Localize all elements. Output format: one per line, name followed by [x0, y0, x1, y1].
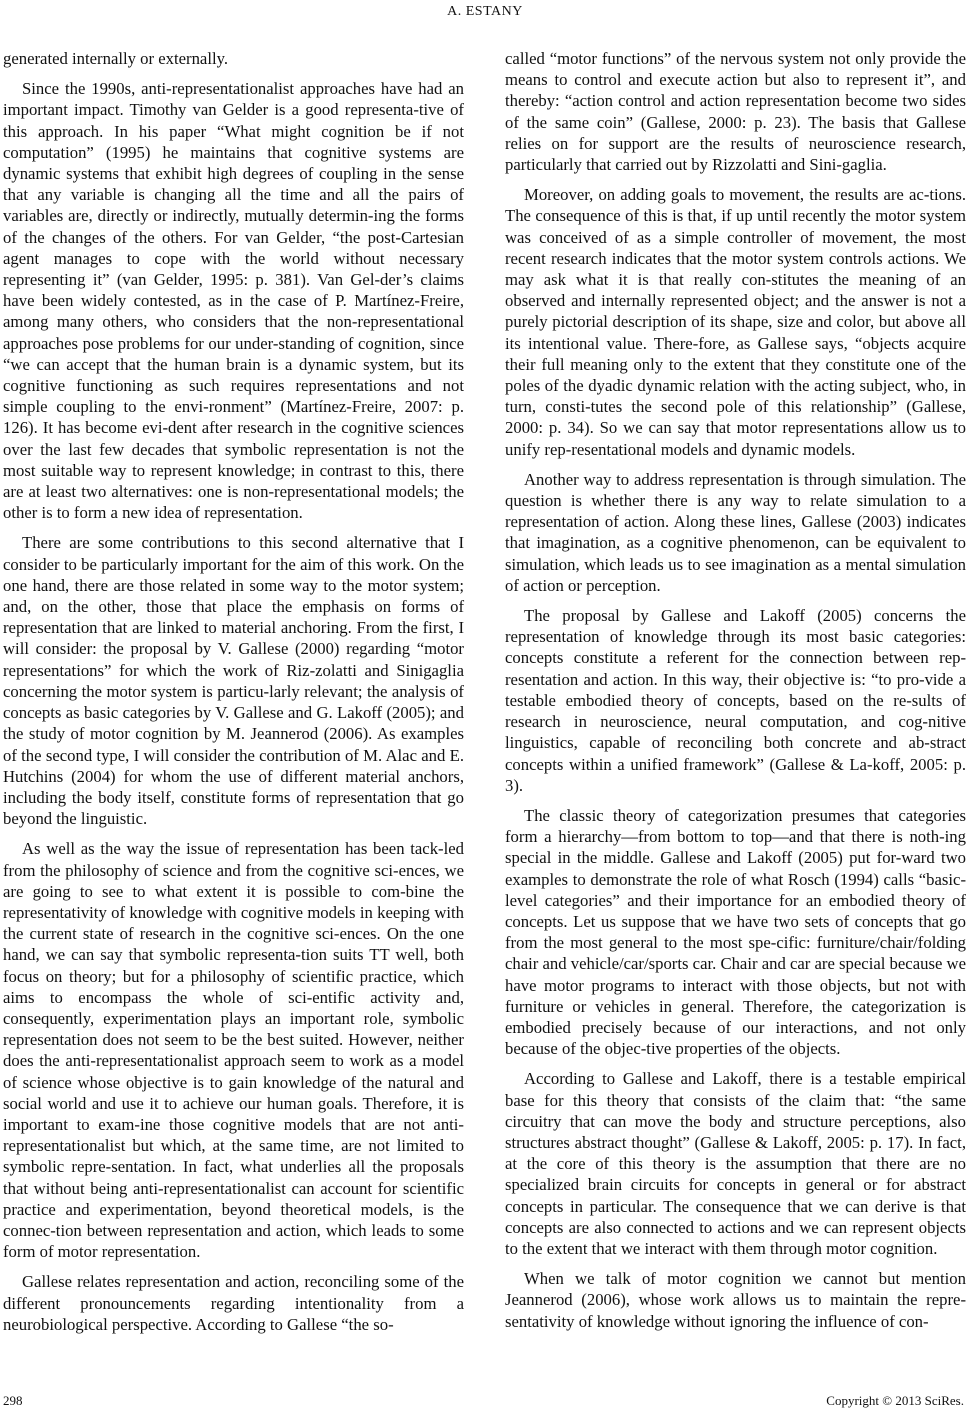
paragraph: As well as the way the issue of representation has been tack-led from the philosophy of science and from the cognitive sci-ences, we are going to see to what extent it is possible to com-bine the representativity of knowledge with cognitive models in keeping with the current state of research in the cognitive sci-ences. On the one hand, we can say that symbolic representa-tion suits TT well, both focus on theory; but for a philosophy of scientific practice, which aims to encompass the whole of sci-entific activity and, consequently, experimentation plays an important role, symbolic representation does not seem to be the best suited. However, neither does the anti-representationalist approach seem to work as a model of science whose objective is to gain knowledge of the natural and social world and use it to achieve our human goals. Therefore, it is important to exam-ine those cognitive models that are not anti-representationalist but which, at the same time, are not limited to symbolic repre-sentation. In fact, what underlies all the proposals that without being anti-representationalist can account for scientific practice and experimentation, beyond theoretical models, is the connec-tion between representation and action, which leads to some form of motor representation. — [3, 839, 464, 1262]
paragraph: Gallese relates representation and action, reconciling some of the different pronouncements regarding intentionality from a neurobiological perspective. According to Gallese “the so- — [3, 1272, 464, 1334]
left-column — [3, 48, 464, 1344]
page-number: 298 — [3, 1393, 23, 1408]
paragraph: There are some contributions to this second alternative that I consider to be particularly important for the aim of this work. On the one hand, there are those related in some way to the motor system; and, on the other, those that place the emphasis on forms of representation that are linked to material anchoring. From the first, I will consider: the proposal by V. Gallese (2000) regarding “motor representations” for which the work of Riz-zolatti and Sinigaglia concerning the motor system is particu-larly relevant; the analysis of concepts as basic categories by V. Gallese and G. Lakoff (2005); and the study of motor cognition by M. Jeannerod (2006). As examples of the second type, I will consider the contribution of M. Alac and E. Hutchins (2004) for whom the use of different material anchors, including the body itself, constitute forms of representation that go beyond the linguistic. — [3, 533, 464, 829]
paragraph: The classic theory of categorization presumes that categories form a hierarchy—from bottom to top—and that there is noth-ing special in the middle. Gallese and Lakoff (2005) put for-ward two examples to demonstrate the role of what Rosch (1994) calls “basic-level categories” and their importance for an embodied theory of concepts. Let us suppose that we have two sets of concepts that go from the most general to the most spe-cific: furniture/chair/folding chair and vehicle/car/sports car. Chair and car are special because we have motor programs to interact with those objects, but not with furniture or vehicles in general. Therefore, the categorization is embodied precisely because of our interactions, and not only because of the objec-tive properties of the objects. — [505, 805, 966, 1059]
paragraph: Moreover, on adding goals to movement, the results are ac-tions. The consequence of this is that, if up until recently the motor system was conceived of as a simple controller of movement, the most recent research indicates that the motor system controls actions. We may ask what it is that really con-stitutes the meaning of an observed and internally represented object; and the answer is not a purely pictorial description of its shape, size and color, but above all its intentional value. There-fore, as Gallese says, “objects acquire their full meaning only to the extent that they constitute one of the poles of the dyadic dynamic relation with the acting subject, who, in turn, consti-tutes the second pole of this relationship” (Gallese, 2000: p. 34). So we can say that motor representations allow us to unify rep-resentational models and dynamic models. — [505, 185, 966, 459]
running-head: A. ESTANY — [447, 4, 523, 19]
paragraph: Another way to address representation is through simulation. The question is whether there is any way to relate simulation to a representation of action. Along these lines, Gallese (2003) indicates that imagination, as a cognitive phenomenon, can be equivalent to simulation, which leads us to see imagination as a mental simulation of action or perception. — [505, 469, 966, 595]
right-column — [505, 48, 966, 1341]
paragraph: The proposal by Gallese and Lakoff (2005) concerns the representation of knowledge through its most basic categories: concepts constitute a referent for the connection between rep-resentation and action. In this way, their objective is: “to pro-vide a testable embodied theory of concepts, based on the re-sults of research in neuroscience, neural computation, and cog-nitive linguistics, capable of reconciling both concrete and ab-stract concepts within a unified framework” (Gallese & La-koff, 2005: p. 3). — [505, 606, 966, 795]
paragraph: called “motor functions” of the nervous system not only provide the means to control and execute action but also to represent it”, and thereby: “action control and action representation become two sides of the same coin” (Gallese, 2000: p. 23). The basis that Gallese relies on for support are the results of neuroscience research, particularly that carried out by Rizzolatti and Sini-gaglia. — [505, 49, 966, 175]
copyright-notice: Copyright © 2013 SciRes. — [826, 1393, 964, 1408]
paragraph: According to Gallese and Lakoff, there is a testable empirical base for this theory that consists of the claim that: “the same circuitry that can move the body and structure perceptions, also structures abstract thought” (Gallese & Lakoff, 2005: p. 17). In fact, at the core of this theory is the assumption that there are no specialized brain circuits for concepts in general or for abstract concepts in particular. The consequence that we can derive is that concepts are also connected to actions and we can represent objects to the extent that we interact with them through motor cognition. — [505, 1069, 966, 1258]
paragraph: generated internally or externally. — [3, 49, 229, 68]
paragraph: When we talk of motor cognition we cannot but mention Jeannerod (2006), whose work allows us to maintain the repre-sentativity of knowledge without ignoring the influence of con- — [505, 1269, 966, 1331]
paragraph: Since the 1990s, anti-representationalist approaches have had an important impact. Timothy van Gelder is a good representa-tive of this approach. In his paper “What might cognition be if not computation” (1995) he maintains that cognitive systems are dynamic systems that exhibit high degrees of coupling in the sense that any variable is changing all the time and all the pairs of variables are, directly or indirectly, mutually determin-ing the forms of the changes of the others. For van Gelder, “the post-Cartesian agent manages to cope with the world without necessary representing it” (van Gelder, 1995: p. 381). Van Gel-der’s claims have been widely contested, as in the case of P. Martínez-Freire, among many others, who considers that the non-representational approaches pose problems for our under-standing of cognition, since “we can accept that the human brain is a dynamic system, but its cognitive functioning as such requires representations and not simple coupling to the envi-ronment” (Martínez-Freire, 2007: p. 126). It has become evi-dent after research in the cognitive sciences over the last few decades that symbolic representation is not the most suitable way to represent knowledge; in contrast to this, there are at least two alternatives: one is non-representational models; the other is to form a new idea of representation. — [3, 79, 464, 523]
